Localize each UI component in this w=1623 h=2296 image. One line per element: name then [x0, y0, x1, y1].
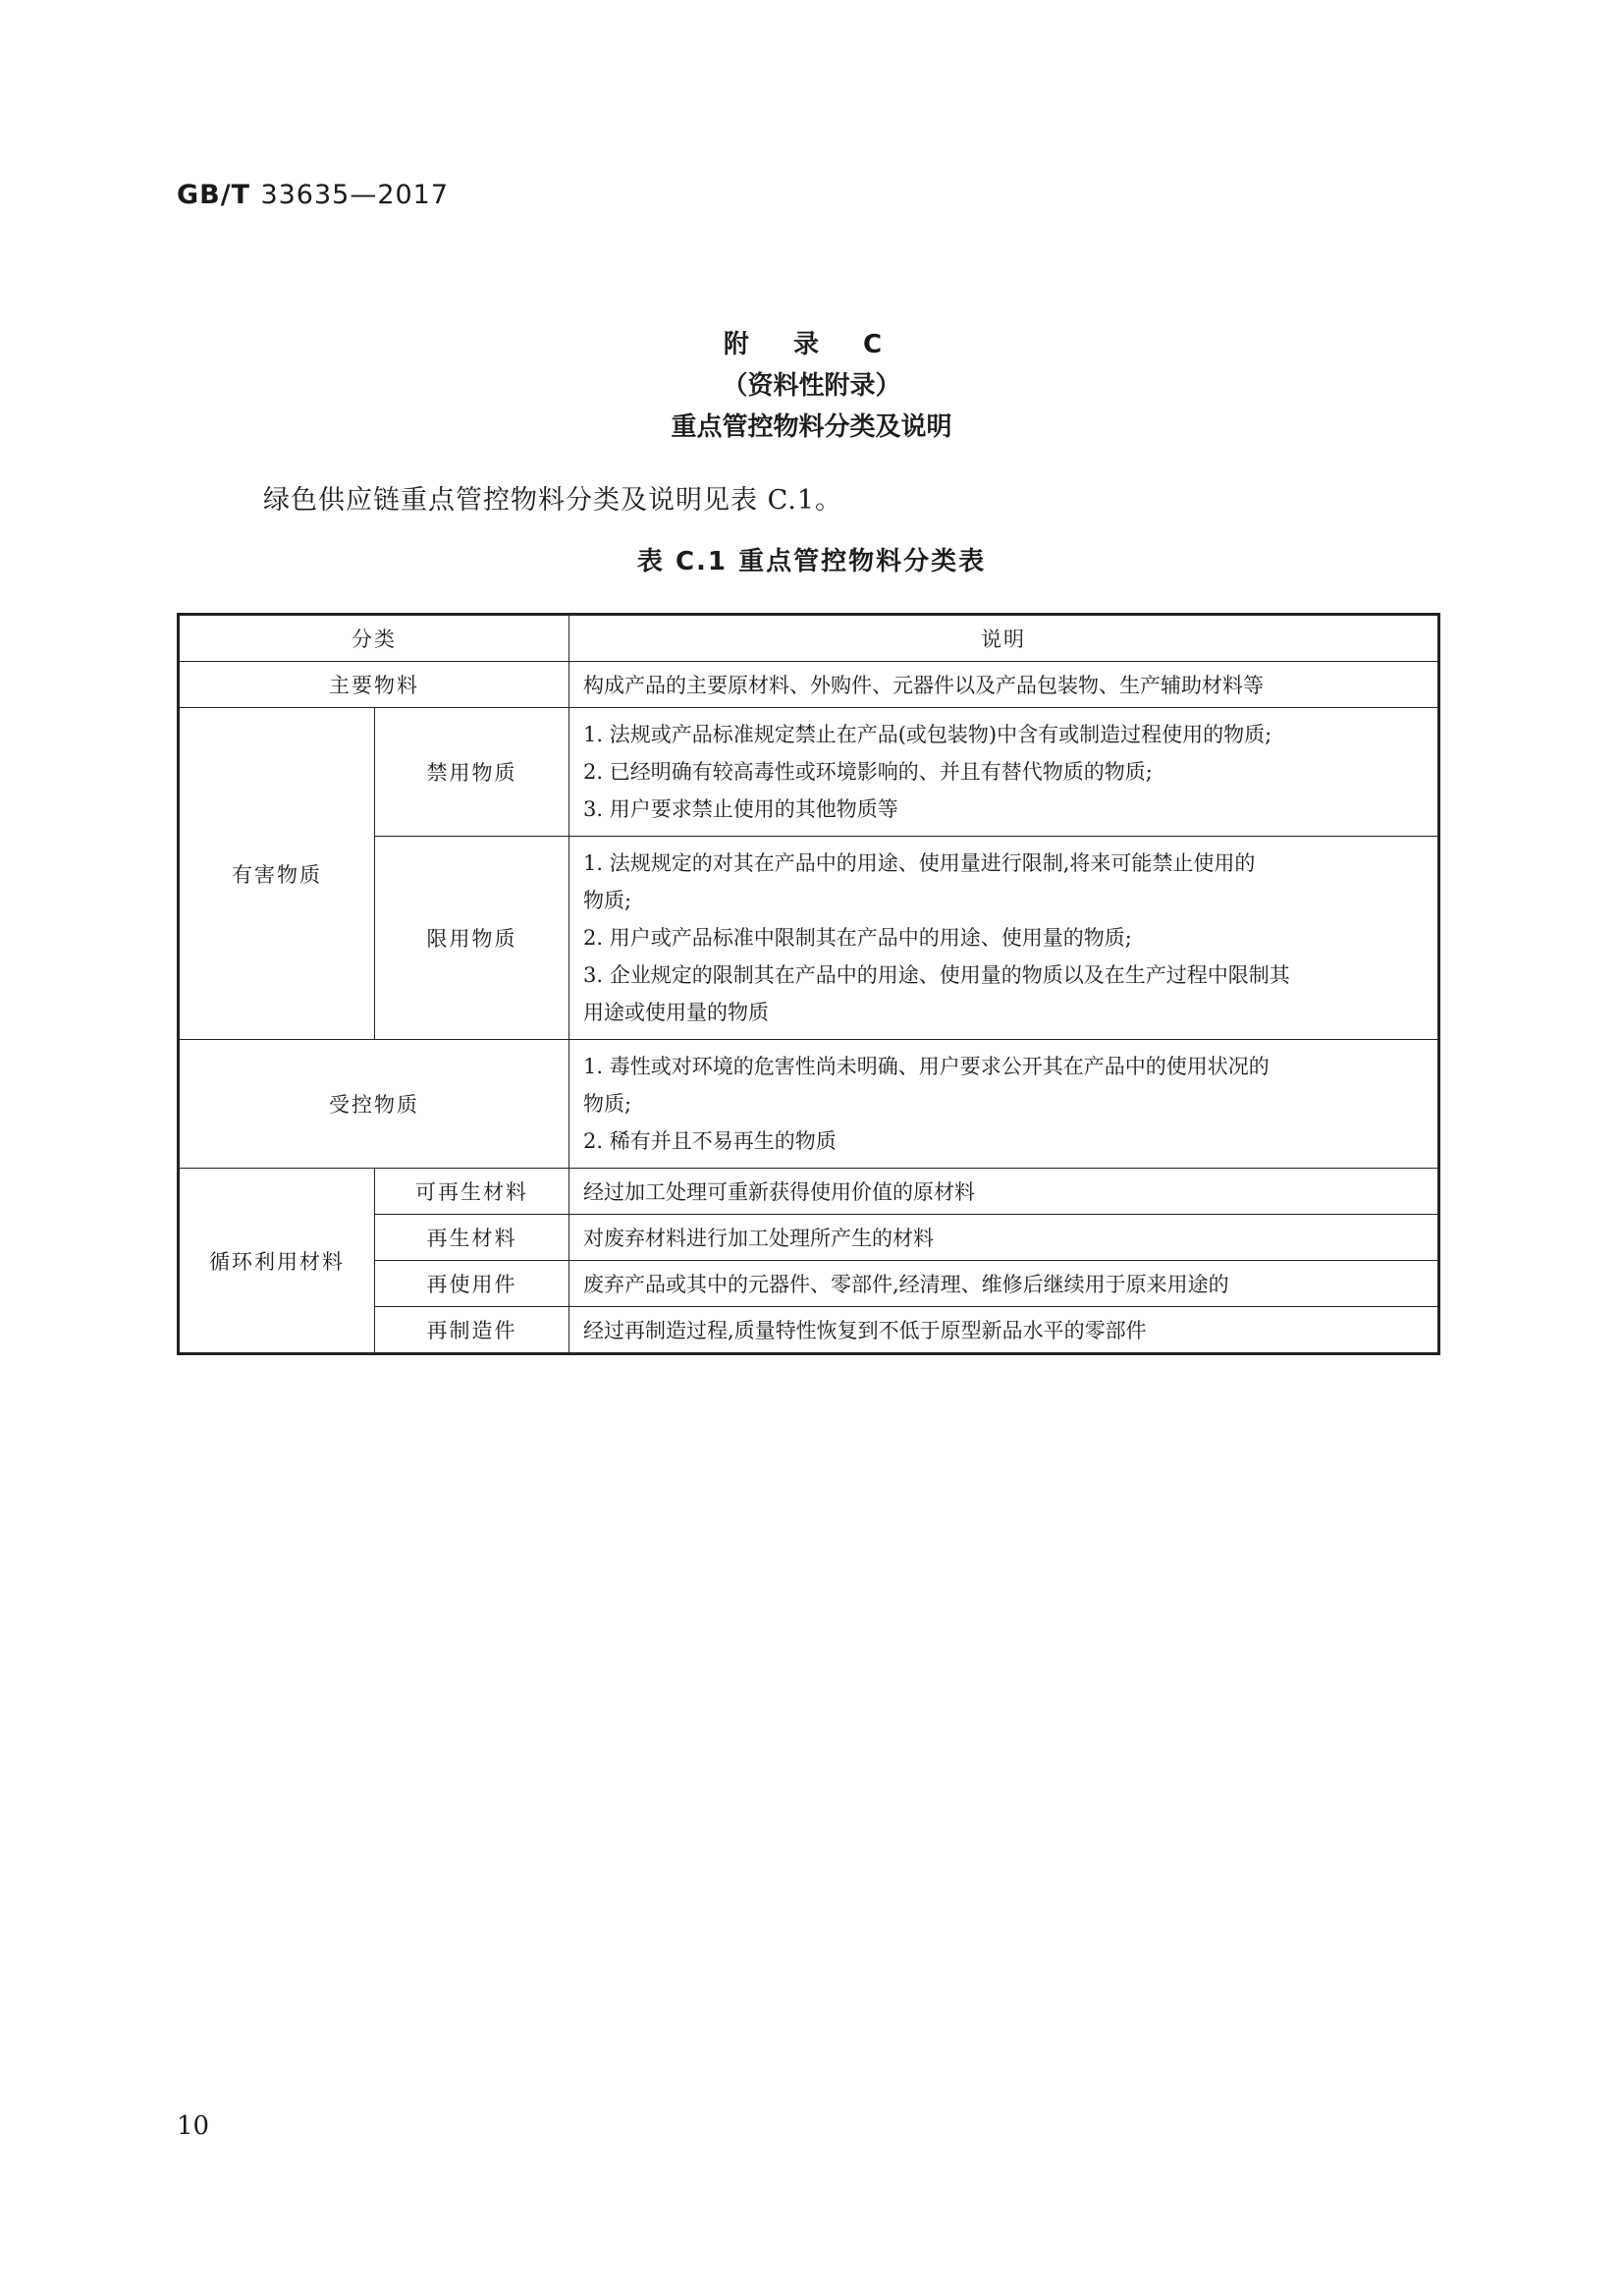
- description-restricted: [569, 837, 1439, 1040]
- table-row: [179, 1169, 1439, 1215]
- subcategory-remanufactured: 再制造件: [375, 1307, 569, 1354]
- description-line: 用途或使用量的物质: [583, 1001, 769, 1024]
- category-controlled: 受控物质: [179, 1040, 569, 1169]
- subcategory-recycled: 再生材料: [375, 1215, 569, 1261]
- category-hazardous: 有害物质: [179, 708, 375, 1040]
- annex-subtitle: （资料性附录）: [722, 371, 901, 401]
- description-line: 3. 用户要求禁止使用的其他物质等: [583, 797, 898, 821]
- description-main-materials: 构成产品的主要原材料、外购件、元器件以及产品包装物、生产辅助材料等: [569, 662, 1439, 708]
- table-header-row: [179, 615, 1439, 662]
- description-remanufactured: 经过再制造过程,质量特性恢复到不低于原型新品水平的零部件: [569, 1307, 1439, 1354]
- standard-code: [177, 180, 449, 210]
- annex-heading-block: [0, 324, 1623, 448]
- description-line: 2. 已经明确有较高毒性或环境影响的、并且有替代物质的物质;: [583, 760, 1153, 784]
- description-line: 3. 企业规定的限制其在产品中的用途、使用量的物质以及在生产过程中限制其: [583, 963, 1290, 987]
- category-main-materials: 主要物料: [179, 662, 569, 708]
- annex-title: 附 录 C: [723, 330, 900, 359]
- header-category: 分类: [179, 615, 569, 662]
- table-caption: 表 C.1 重点管控物料分类表: [636, 547, 987, 576]
- table-row: [179, 708, 1439, 837]
- description-reused: 废弃产品或其中的元器件、零部件,经清理、维修后继续用于原来用途的: [569, 1261, 1439, 1307]
- description-line: 2. 用户或产品标准中限制其在产品中的用途、使用量的物质;: [583, 926, 1132, 950]
- description-line: 2. 稀有并且不易再生的物质: [583, 1129, 837, 1153]
- description-line: 1. 法规规定的对其在产品中的用途、使用量进行限制,将来可能禁止使用的: [583, 851, 1256, 875]
- page-number: 10: [177, 2111, 210, 2141]
- material-classification-table: [177, 613, 1440, 1355]
- standard-number: 33635—2017: [260, 180, 450, 210]
- description-line: 物质;: [583, 889, 632, 912]
- header-description: 说明: [569, 615, 1439, 662]
- description-recycled: 对废弃材料进行加工处理所产生的材料: [569, 1215, 1439, 1261]
- description-prohibited: [569, 708, 1439, 837]
- table-row: [179, 662, 1439, 708]
- description-line: 物质;: [583, 1092, 632, 1116]
- description-renewable: 经过加工处理可重新获得使用价值的原材料: [569, 1169, 1439, 1215]
- subcategory-restricted: 限用物质: [375, 837, 569, 1040]
- category-recycling: 循环利用材料: [179, 1169, 375, 1354]
- subcategory-renewable: 可再生材料: [375, 1169, 569, 1215]
- intro-paragraph: 绿色供应链重点管控物料分类及说明见表 C.1。: [263, 485, 843, 516]
- table-row: [179, 1040, 1439, 1169]
- description-line: 1. 毒性或对环境的危害性尚未明确、用户要求公开其在产品中的使用状况的: [583, 1055, 1270, 1078]
- description-line: 1. 法规或产品标准规定禁止在产品(或包装物)中含有或制造过程使用的物质;: [583, 723, 1272, 746]
- description-controlled: [569, 1040, 1439, 1169]
- annex-heading: 重点管控物料分类及说明: [671, 412, 952, 442]
- standard-prefix: GB/T: [177, 180, 251, 210]
- subcategory-prohibited: 禁用物质: [375, 708, 569, 837]
- subcategory-reused: 再使用件: [375, 1261, 569, 1307]
